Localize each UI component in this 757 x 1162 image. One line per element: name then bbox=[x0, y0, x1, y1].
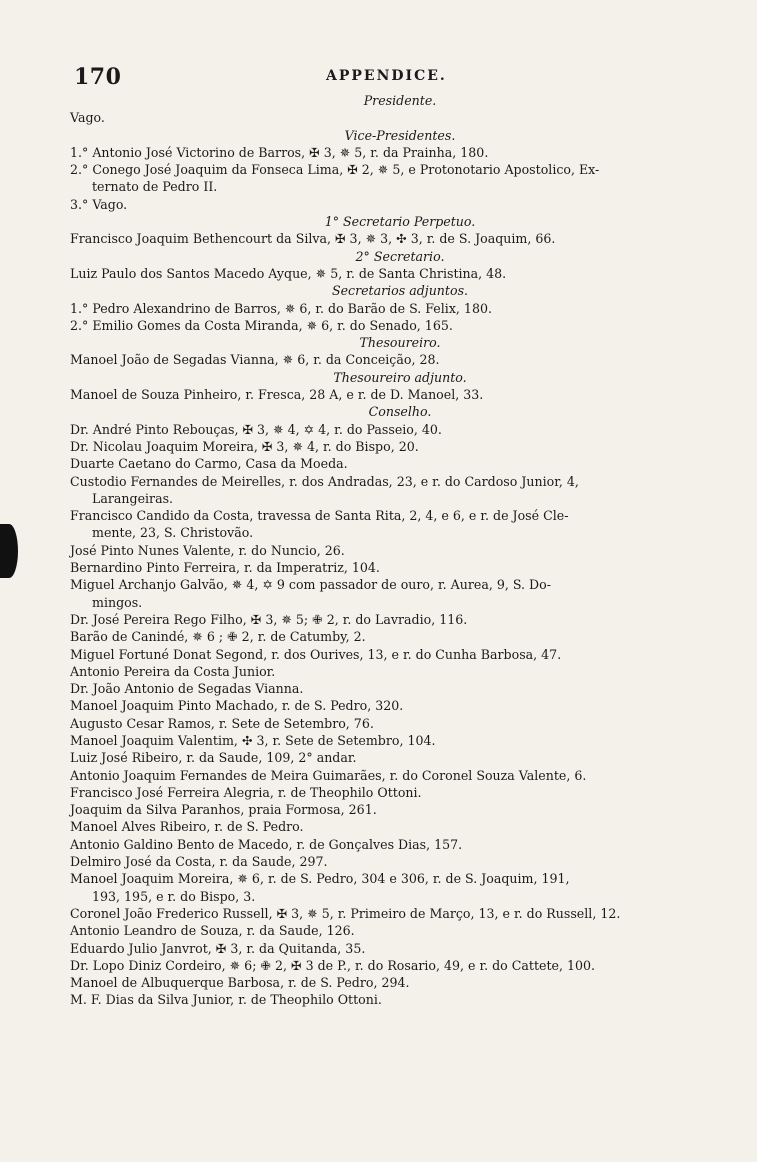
text-line: Dr. João Antonio de Segadas Vianna. bbox=[70, 681, 304, 697]
text-line: Manoel de Albuquerque Barbosa, r. de S. Pedro, 294. bbox=[70, 975, 410, 991]
text-line: Francisco Candido da Costa, travessa de Santa Rita, 2, 4, e 6, e r. de José Cle- bbox=[70, 508, 569, 524]
text-line: Miguel Archanjo Galvão, ✵ 4, ✡ 9 com passador de ouro, r. Aurea, 9, S. Do- bbox=[70, 577, 551, 593]
text-line: José Pinto Nunes Valente, r. do Nuncio, 26. bbox=[70, 542, 345, 558]
text-line: Delmiro José da Costa, r. da Saude, 297. bbox=[70, 854, 328, 870]
text-line: Manoel de Souza Pinheiro, r. Fresca, 28 A, e r. de D. Manoel, 33. bbox=[70, 387, 484, 403]
page-header bbox=[74, 64, 714, 90]
text-line: Antonio Pereira da Costa Junior. bbox=[70, 663, 276, 679]
text-line: Manoel João de Segadas Vianna, ✵ 6, r. da Conceição, 28. bbox=[70, 352, 440, 368]
text-line: 2.° Conego José Joaquim da Fonseca Lima, ✠ 2, ✵ 5, e Protonotario Apostolico, Ex- bbox=[70, 162, 600, 178]
text-line: Manoel Joaquim Valentim, ✣ 3, r. Sete de Setembro, 104. bbox=[70, 732, 436, 748]
text-line: Antonio Joaquim Fernandes de Meira Guimarães, r. do Coronel Souza Valente, 6. bbox=[70, 767, 587, 783]
text-line: 2.° Emilio Gomes da Costa Miranda, ✵ 6, r. do Senado, 165. bbox=[70, 317, 453, 333]
text-line: Antonio Leandro de Souza, r. da Saude, 126. bbox=[70, 923, 355, 939]
section-heading: 2° Secretario. bbox=[355, 248, 445, 264]
text-line: Eduardo Julio Janvrot, ✠ 3, r. da Quitanda, 35. bbox=[70, 940, 366, 956]
text-line: Augusto Cesar Ramos, r. Sete de Setembro, 76. bbox=[70, 715, 374, 731]
text-line: Custodio Fernandes de Meirelles, r. dos Andradas, 23, e r. do Cardoso Junior, 4, bbox=[70, 473, 579, 489]
text-line: M. F. Dias da Silva Junior, r. de Theophilo Ottoni. bbox=[70, 992, 382, 1008]
text-line: Dr. André Pinto Rebouças, ✠ 3, ✵ 4, ✡ 4, r. do Passeio, 40. bbox=[70, 421, 442, 437]
section-heading: Secretarios adjuntos. bbox=[331, 283, 469, 299]
text-line: 1.° Antonio José Victorino de Barros, ✠ 3, ✵ 5, r. da Prainha, 180. bbox=[70, 144, 489, 160]
section-heading: Thesoureiro. bbox=[359, 335, 441, 351]
text-line: Francisco José Ferreira Alegria, r. de Theophilo Ottoni. bbox=[70, 784, 422, 800]
text-line: Barão de Canindé, ✵ 6 ; ✙ 2, r. de Catumby, 2. bbox=[70, 629, 366, 645]
text-line: Manoel Alves Ribeiro, r. de S. Pedro. bbox=[70, 819, 304, 835]
text-line: 193, 195, e r. do Bispo, 3. bbox=[92, 888, 256, 904]
text-body bbox=[70, 92, 730, 1009]
text-line: Duarte Caetano do Carmo, Casa da Moeda. bbox=[70, 456, 348, 472]
section-heading: Conselho. bbox=[368, 404, 432, 420]
text-line: mingos. bbox=[92, 594, 143, 610]
section-heading: Presidente. bbox=[363, 93, 437, 108]
section-heading: Thesoureiro adjunto. bbox=[333, 369, 467, 385]
text-line: Dr. Lopo Diniz Cordeiro, ✵ 6; ✙ 2, ✠ 3 de P., r. do Rosario, 49, e r. do Cattete, 100. bbox=[70, 957, 596, 973]
text-line: Coronel João Frederico Russell, ✠ 3, ✵ 5, r. Primeiro de Março, 13, e r. do Russell, 12. bbox=[70, 905, 621, 921]
text-line: Antonio Galdino Bento de Macedo, r. de Gonçalves Dias, 157. bbox=[70, 836, 463, 852]
page-number: 170 bbox=[74, 64, 122, 90]
text-line: Larangeiras. bbox=[92, 490, 174, 506]
text-line: Bernardino Pinto Ferreira, r. da Imperatriz, 104. bbox=[70, 560, 380, 576]
text-line: Dr. Nicolau Joaquim Moreira, ✠ 3, ✵ 4, r. do Bispo, 20. bbox=[70, 438, 419, 454]
text-line: 1.° Pedro Alexandrino de Barros, ✵ 6, r. do Barão de S. Felix, 180. bbox=[70, 300, 492, 316]
text-line: Dr. José Pereira Rego Filho, ✠ 3, ✵ 5; ✙ 2, r. do Lavradio, 116. bbox=[70, 611, 468, 627]
text-line: Vago. bbox=[70, 110, 105, 126]
text-line: Joaquim da Silva Paranhos, praia Formosa, 261. bbox=[70, 802, 377, 818]
section-heading: 1° Secretario Perpetuo. bbox=[324, 214, 476, 230]
text-line: Francisco Joaquim Bethencourt da Silva, ✠ 3, ✵ 3, ✣ 3, r. de S. Joaquim, 66. bbox=[70, 231, 556, 247]
text-line: 3.° Vago. bbox=[70, 196, 128, 212]
text-line: ternato de Pedro II. bbox=[92, 179, 218, 195]
running-head: APPENDICE. bbox=[326, 68, 447, 84]
text-line: Luiz Paulo dos Santos Macedo Ayque, ✵ 5, r. de Santa Christina, 48. bbox=[70, 265, 507, 281]
binding-shadow-mark bbox=[0, 524, 18, 578]
section-heading: Vice-Presidentes. bbox=[344, 127, 456, 143]
text-line: Manoel Joaquim Pinto Machado, r. de S. Pedro, 320. bbox=[70, 698, 404, 714]
text-line: Luiz José Ribeiro, r. da Saude, 109, 2° andar. bbox=[70, 750, 357, 766]
ink-stain-mark bbox=[452, 10, 482, 26]
text-line: Miguel Fortuné Donat Segond, r. dos Ourives, 13, e r. do Cunha Barbosa, 47. bbox=[70, 646, 562, 662]
text-line: Manoel Joaquim Moreira, ✵ 6, r. de S. Pedro, 304 e 306, r. de S. Joaquim, 191, bbox=[70, 871, 570, 887]
text-line: mente, 23, S. Christovão. bbox=[92, 525, 254, 541]
